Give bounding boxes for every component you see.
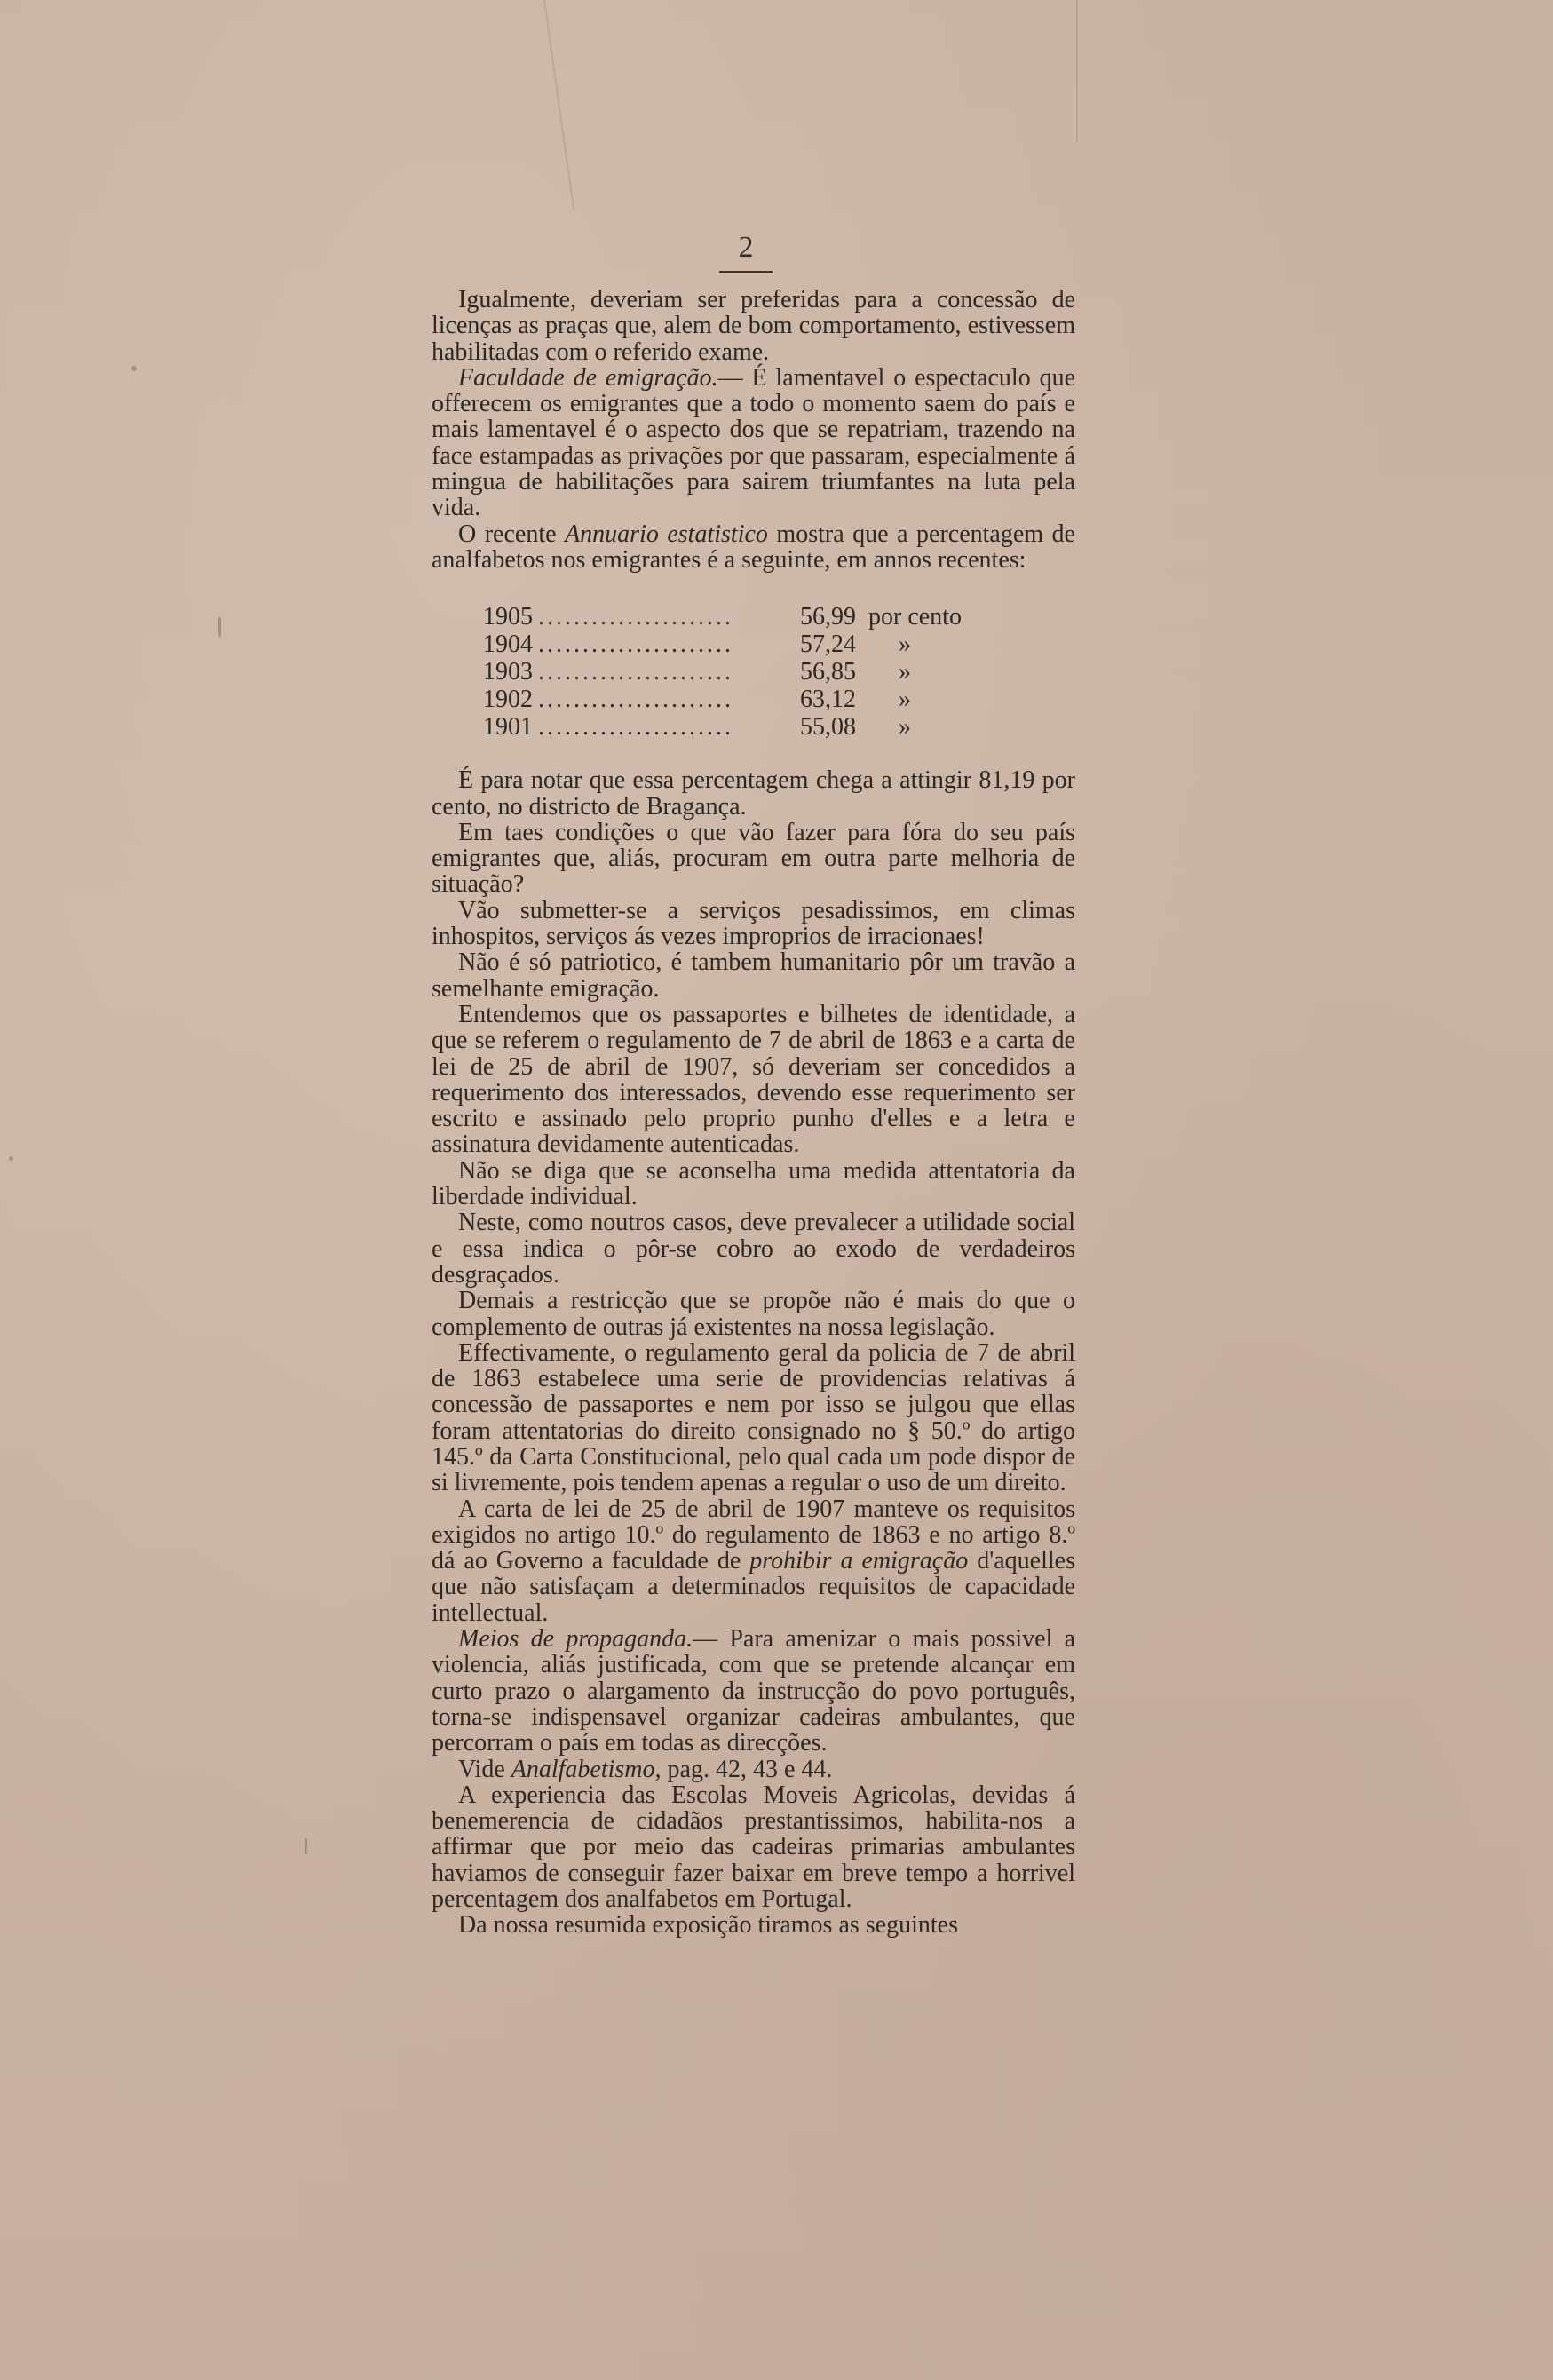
leader-dots: ......................	[538, 713, 733, 742]
paragraph	[432, 1158, 1075, 1210]
section-title: Meios de propaganda.	[458, 1625, 693, 1654]
paragraph	[432, 1288, 1075, 1340]
paragraph	[432, 820, 1075, 898]
table-year: 1901	[483, 713, 533, 742]
table-row	[483, 713, 1075, 741]
leader-dots: ......................	[538, 603, 733, 631]
table-year: 1905	[483, 603, 533, 631]
paragraph	[432, 1002, 1075, 1158]
table-year: 1902	[483, 686, 533, 714]
paragraph-text: É para notar que essa percentagem chega a attingir 81,19 por cento, no districto de Bragança.	[432, 766, 1075, 821]
table-row	[483, 603, 1075, 631]
leader-dots: ......................	[538, 631, 733, 659]
paragraph	[432, 898, 1075, 950]
paragraph-faculdade-emigracao	[432, 365, 1075, 521]
paragraph-annuario	[432, 521, 1075, 574]
ink-spot	[305, 1838, 307, 1854]
table-percentage: 57,24	[800, 631, 856, 659]
table-row	[483, 686, 1075, 713]
paragraph	[432, 1782, 1075, 1912]
paragraph-text: Não é só patriotico, é tambem humanitario pôr um travão a semelhante emigração.	[432, 948, 1075, 1003]
paragraph	[432, 1496, 1075, 1626]
paragraph-meios-propaganda	[432, 1626, 1075, 1756]
body-text	[432, 287, 1075, 1939]
table-year: 1904	[483, 631, 533, 659]
publication-title: Analfabetismo,	[511, 1755, 662, 1783]
table-percentage: 55,08	[800, 713, 856, 742]
emigrant-illiteracy-table	[432, 603, 1075, 741]
paragraph	[432, 1340, 1075, 1496]
paragraph-text: — É lamentavel o espectaculo que offerecem os emigrantes que a todo o momento saem do país e mais lamentavel é o aspecto dos que se repatriam, trazendo na face estampadas as privações por que passaram, especialmente á mingua de habilitações para sairem triumfantes na luta pela vida.	[432, 363, 1075, 522]
paragraph	[432, 767, 1075, 820]
table-percentage: 56,85	[800, 658, 856, 686]
paragraph-text: Demais a restricção que se propõe não é mais do que o complemento de outras já existentes na nossa legislação.	[432, 1287, 1075, 1341]
leader-dots: ......................	[538, 686, 733, 714]
paragraph-text: Neste, como noutros casos, deve prevalecer a utilidade social e essa indica o pôr-se cobro ao exodo de verdadeiros desgraçados.	[432, 1209, 1075, 1289]
paragraph	[432, 949, 1075, 1002]
paragraph-text-pre: A carta de lei de 25 de abril de 1907 manteve os requisitos exigidos no artigo 10.º do regulamento de 1863 e no artigo 8.º dá ao Governo a faculdade de	[432, 1495, 1075, 1575]
paragraph-text: Em taes condições o que vão fazer para fóra do seu país emigrantes que, aliás, procuram em outra parte melhoria de situação?	[432, 818, 1075, 899]
table-row	[483, 631, 1075, 658]
paragraph-text: Da nossa resumida exposição tiramos as seguintes	[458, 1911, 958, 1940]
paragraph-last	[432, 1912, 1075, 1938]
paragraph-text: Entendemos que os passaportes e bilhetes de identidade, a que se referem o regulamento de 7 de abril de 1863 e a carta de lei de 25 de abril de 1907, só deveriam ser concedidos a requerimento dos interessados, devendo esse requerimento ser escrito e assinado pelo proprio punho d'elles e a letra e assinatura devidamente autenticadas.	[432, 1000, 1075, 1159]
publication-title: Annuario estatistico	[565, 520, 768, 548]
paragraph-text: d'aquelles que não satisfaçam a determinados requisitos de capacidade intellectual.	[432, 1547, 1075, 1627]
ink-spot	[9, 1156, 13, 1161]
ink-spot	[131, 366, 137, 371]
paper-fold-crease	[1076, 0, 1078, 142]
paragraph-text-pre: O recente	[458, 520, 566, 548]
page-number-underline	[719, 271, 773, 273]
paragraph-text-pre: Vide	[458, 1755, 511, 1783]
table-ditto-mark: »	[899, 686, 911, 714]
leader-dots: ......................	[538, 658, 733, 686]
section-title: Faculdade de emigração.	[458, 363, 718, 392]
table-ditto-mark: »	[899, 631, 911, 659]
paragraph-text: A experiencia das Escolas Moveis Agricolas, devidas á benemerencia de cidadãos prestantissimos, habilita-nos a affirmar que por meio das cadeiras primarias ambulantes haviamos de conseguir fazer baixar em breve tempo a horrivel percentagem dos analfabetos em Portugal.	[432, 1781, 1075, 1914]
paragraph-vide	[432, 1757, 1075, 1782]
table-percentage: 56,99	[800, 603, 856, 631]
table-ditto-mark: »	[899, 713, 911, 742]
paper-fold-crease	[543, 0, 574, 211]
paragraph-text: Igualmente, deveriam ser preferidas para a concessão de licenças as praças que, alem de bom comportamento, estivessem habilitadas com o referido exame.	[432, 286, 1075, 366]
ink-spot	[218, 617, 221, 637]
paragraph-1	[432, 287, 1075, 365]
paragraph-text: Vão submetter-se a serviços pesadissimos, em climas inhospitos, serviços ás vezes improprios de irracionaes!	[432, 896, 1075, 951]
paragraph-text: Effectivamente, o regulamento geral da policia de 7 de abril de 1863 estabelece uma serie de providencias relativas á concessão de passaportes e nem por isso se julgou que ellas foram attentatorias do direito consignado no § 50.º do artigo 145.º da Carta Constitucional, pelo qual cada um pode dispor de si livremente, pois tendem apenas a regular o uso de um direito.	[432, 1338, 1075, 1497]
table-ditto-mark: »	[899, 658, 911, 686]
paragraph-text: mostra que a percentagem de analfabetos nos emigrantes é a seguinte, em annos recentes:	[432, 520, 1075, 574]
paragraph	[432, 1210, 1075, 1288]
table-row	[483, 658, 1075, 686]
page-number: 2	[738, 231, 754, 264]
paragraph-text: pag. 42, 43 e 44.	[661, 1755, 833, 1783]
table-percentage: 63,12	[800, 686, 856, 714]
paragraph-text: Não se diga que se aconselha uma medida attentatoria da liberdade individual.	[432, 1156, 1075, 1211]
table-year: 1903	[483, 658, 533, 686]
table-unit: por cento	[868, 603, 962, 631]
emphasis-text: prohibir a emigração	[749, 1547, 969, 1575]
paragraph-text: — Para amenizar o mais possivel a violencia, aliás justificada, com que se pretende alcançar em curto prazo o alargamento da instrucção do povo português, torna-se indispensavel organizar cadeiras ambulantes, que percorram o país em todas as direcções.	[432, 1625, 1076, 1757]
